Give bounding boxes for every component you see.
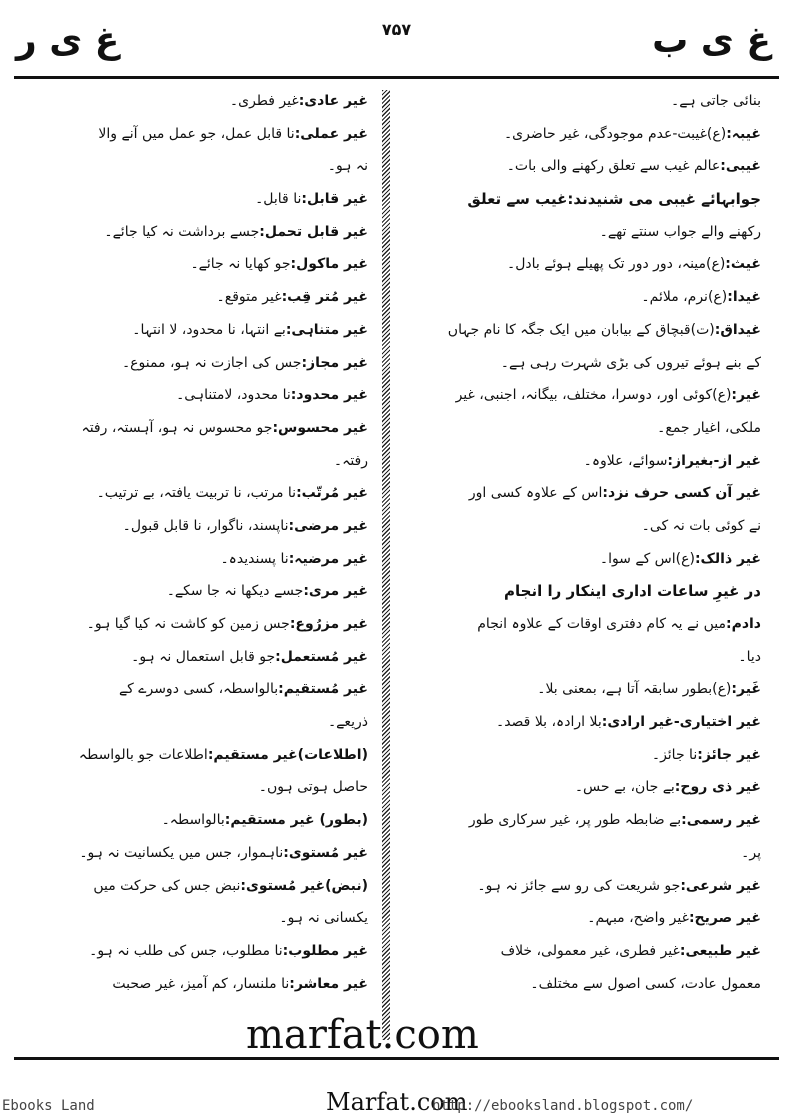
- watermark: marfat.com: [246, 1012, 479, 1058]
- dictionary-entry: [20, 543, 368, 576]
- entry-headword: در غیرِ ساعات اداری اینکار را انجام: [504, 582, 761, 601]
- entry-definition: (ت)قبچاق کے بیابان میں ایک جگہ کا نام جہاں: [447, 321, 715, 338]
- footer-url[interactable]: http://ebooksland.blogspot.com/: [432, 1098, 694, 1114]
- dictionary-entry: [20, 510, 368, 543]
- entry-definition: نا محدود، لامتناہی۔: [176, 387, 291, 404]
- entry-headword: غیر مُستقیم:: [278, 681, 368, 698]
- entry-headword: غیر از-بغیراز:: [667, 452, 761, 469]
- dictionary-entry: [20, 608, 368, 641]
- entry-headword: غیر ماکول:: [290, 256, 368, 273]
- entry-definition: ملکی، اغیار جمع۔: [657, 419, 761, 436]
- entry-definition: نا ملنسار، کم آمیز، غیر صحبت: [112, 975, 290, 992]
- entry-definition: بالواسطہ۔: [161, 812, 225, 829]
- dictionary-entry: [20, 804, 368, 837]
- dictionary-entry: [20, 216, 368, 249]
- entry-continuation: [395, 412, 761, 445]
- entry-headword: غیر:: [731, 387, 761, 404]
- entry-headword: غیر ذی روح:: [674, 779, 761, 796]
- dictionary-entry: [395, 477, 761, 510]
- entry-headword: غیر اختیاری-غیر ارادی:: [601, 714, 761, 731]
- right-column: [395, 85, 761, 1045]
- entry-continuation: [395, 837, 761, 870]
- entry-continuation: [20, 706, 368, 739]
- dictionary-entry: [395, 150, 761, 183]
- entry-headword: غیر مُستعمل:: [275, 648, 368, 665]
- entry-definition: بے انتہا، نا محدود، لا انتہا۔: [132, 321, 286, 338]
- entry-definition: دیا۔: [738, 648, 761, 665]
- dictionary-entry: [20, 870, 368, 903]
- entry-definition: بے جان، بے حس۔: [574, 779, 675, 796]
- entry-definition: کے بنے ہوئے تیروں کی بڑی شہرت رہی ہے۔: [500, 354, 761, 371]
- dictionary-entry: [395, 608, 761, 641]
- entry-headword: غیر معاشر:: [289, 975, 368, 992]
- entry-headword: غیر مزرُوع:: [289, 616, 368, 632]
- entry-definition: رفتہ۔: [333, 452, 368, 469]
- entry-continuation: [395, 85, 761, 118]
- column-divider: [382, 90, 390, 1040]
- entry-headword: غیر محسوس:: [272, 419, 368, 436]
- entry-headword: غیدا:: [727, 289, 761, 306]
- dictionary-entry: [20, 739, 368, 772]
- dictionary-entry: [20, 183, 368, 216]
- entry-headword: غیر مرضی:: [288, 517, 368, 534]
- dictionary-entry: [20, 118, 368, 151]
- entry-continuation: [20, 902, 368, 935]
- entry-definition: حاصل ہوتی ہوں۔: [258, 779, 368, 796]
- entry-continuation: [20, 445, 368, 478]
- dictionary-entry: [20, 575, 368, 608]
- dictionary-entry: [395, 673, 761, 706]
- page-number: ۷۵۷: [381, 20, 412, 39]
- dictionary-entry: [395, 445, 761, 478]
- entry-definition: نا قابل عمل، جو عمل میں آنے والا: [98, 125, 295, 142]
- entry-continuation: [395, 510, 761, 543]
- entry-definition: نا قابل۔: [255, 191, 302, 208]
- header-rule: [14, 76, 779, 79]
- entry-definition: غیر فطری، غیر معمولی، خلاف: [500, 942, 680, 959]
- entry-definition: نے کوئی بات نہ کی۔: [641, 517, 761, 534]
- entry-definition: پر۔: [741, 844, 761, 861]
- dictionary-entry: [20, 673, 368, 706]
- dictionary-entry: [20, 641, 368, 674]
- entry-definition: اطلاعات جو بالواسطہ: [78, 746, 208, 763]
- entry-headword: غیر ذالک:: [694, 550, 761, 567]
- entry-headword: (نبض)غیر مُستوی:: [240, 877, 368, 894]
- entry-definition: ذریعے۔: [327, 714, 368, 731]
- entry-definition: (ع)کوئی اور، دوسرا، مختلف، بیگانہ، اجنبی، غیر: [455, 387, 732, 404]
- dictionary-entry: [20, 412, 368, 445]
- dictionary-entry: [395, 543, 761, 576]
- entry-headword: غیر آن کسی حرف نزد:: [602, 485, 761, 502]
- entry-headword: (بطور) غیر مستقیم:: [224, 812, 368, 829]
- entry-headword: غیر جائز:: [697, 746, 761, 763]
- entry-headword: غیر قابل تحمل:: [259, 223, 368, 240]
- entry-definition: غیر متوقع۔: [216, 289, 282, 306]
- entry-headword: غیر مُرتّب:: [296, 485, 368, 502]
- dictionary-entry: [395, 935, 761, 968]
- dictionary-entry: [395, 183, 761, 216]
- entry-headword: غیر مرضیہ:: [288, 550, 368, 567]
- entry-headword: غیبہ:: [726, 125, 761, 142]
- entry-headword: غیر طبیعی:: [679, 942, 761, 959]
- footer-center-text: Marfat.com: [326, 1088, 468, 1116]
- entry-continuation: [395, 347, 761, 380]
- entry-headword: غیر مجاز:: [301, 354, 368, 371]
- entry-headword: غیر قابل:: [301, 191, 368, 208]
- entry-definition: (ع)بطور سابقہ آتا ہے، بمعنی بلا۔: [537, 681, 732, 698]
- entry-definition: (ع)اس کے سوا۔: [599, 550, 695, 567]
- dictionary-entry: [20, 85, 368, 118]
- entry-definition: جسے دیکھا نہ جا سکے۔: [166, 583, 304, 600]
- entry-definition: ناہموار، جس میں یکسانیت نہ ہو۔: [79, 844, 284, 861]
- header-letters-left: غ ی ر: [16, 20, 120, 61]
- entry-definition: جس کی اجازت نہ ہو، ممنوع۔: [121, 354, 302, 371]
- entry-definition: جو محسوس نہ ہو، آہستہ، رفتہ: [81, 419, 273, 436]
- entry-headword: غیر عادی:: [298, 93, 368, 109]
- dictionary-entry: [20, 347, 368, 380]
- entry-definition: جسے برداشت نہ کیا جائے۔: [104, 223, 260, 240]
- dictionary-entry: [395, 706, 761, 739]
- dictionary-entry: [395, 902, 761, 935]
- dictionary-entry: [395, 575, 761, 608]
- entry-definition: ناپسند، ناگوار، نا قابل قبول۔: [122, 517, 289, 534]
- dictionary-entry: [20, 935, 368, 968]
- entry-headword: غیر صریح:: [688, 910, 761, 927]
- entry-definition: جو قابل استعمال نہ ہو۔: [131, 648, 276, 665]
- dictionary-entry: [395, 314, 761, 347]
- entry-definition: نا مرتب، نا تربیت یافتہ، بے ترتیب۔: [96, 485, 297, 502]
- entry-definition: جس زمین کو کاشت نہ کیا گیا ہو۔: [86, 616, 290, 632]
- entry-headword: غیر مطلوب:: [282, 942, 368, 959]
- entry-definition: یکسانی نہ ہو۔: [279, 910, 368, 927]
- entry-continuation: [20, 771, 368, 804]
- entry-definition: (ع)غیبت-عدم موجودگی، غیر حاضری۔: [503, 125, 727, 142]
- entry-definition: نا مطلوب، جس کی طلب نہ ہو۔: [89, 942, 283, 959]
- entry-headword: (اطلاعات)غیر مستقیم:: [207, 746, 368, 763]
- entry-definition: میں نے یہ کام دفتری اوقات کے علاوہ انجام: [477, 616, 726, 632]
- entry-continuation: [20, 150, 368, 183]
- dictionary-entry: [395, 739, 761, 772]
- entry-headword: غیر مُتر قِب:: [281, 289, 368, 306]
- entry-headword: غیر عملی:: [294, 125, 368, 142]
- dictionary-entry: [20, 314, 368, 347]
- entry-headword: غیث:: [725, 256, 761, 273]
- entry-definition: اس کے علاوہ کسی اور: [468, 485, 603, 502]
- entry-definition: نبض جس کی حرکت میں: [93, 877, 241, 894]
- entry-headword: دادم:: [725, 616, 761, 632]
- entry-definition: (ع)نرم، ملائم۔: [641, 289, 728, 306]
- entry-definition: غیر فطری۔: [229, 93, 299, 109]
- entry-continuation: [395, 968, 761, 1001]
- entry-headword: غَیر:: [731, 681, 761, 698]
- entry-definition: (ع)مینہ، دور دور تک پھیلے ہوئے بادل۔: [506, 256, 726, 273]
- footer-left-text: Ebooks Land: [2, 1098, 95, 1114]
- dictionary-entry: [20, 477, 368, 510]
- dictionary-entry: [395, 870, 761, 903]
- entry-definition: غیب سے تعلق: [467, 190, 568, 209]
- entry-definition: جو شریعت کی رو سے جائز نہ ہو۔: [477, 877, 681, 894]
- entry-definition: عالم غیب سے تعلق رکھنے والی بات۔: [506, 158, 721, 175]
- dictionary-entry: [20, 248, 368, 281]
- dictionary-entry: [395, 804, 761, 837]
- dictionary-entry: [20, 968, 368, 1001]
- dictionary-entry: [20, 281, 368, 314]
- entry-definition: رکھنے والے جواب سنتے تھے۔: [599, 223, 761, 240]
- entry-continuation: [395, 641, 761, 674]
- entry-headword: جوابہائے غیبی می شنیدند:: [567, 190, 761, 209]
- entry-headword: غیر مُستوی:: [283, 844, 368, 861]
- dictionary-entry: [20, 837, 368, 870]
- entry-definition: جو کھایا نہ جائے۔: [190, 256, 291, 273]
- dictionary-entry: [395, 248, 761, 281]
- dictionary-entry: [395, 118, 761, 151]
- entry-continuation: [395, 216, 761, 249]
- entry-definition: بالواسطہ، کسی دوسرے کے: [118, 681, 279, 698]
- entry-headword: غیر متناہی:: [285, 321, 368, 338]
- entry-definition: معمول عادت، کسی اصول سے مختلف۔: [530, 975, 761, 992]
- dictionary-entry: [20, 379, 368, 412]
- left-column: [20, 85, 368, 1045]
- header-letters-right: غ ی ب: [652, 20, 771, 61]
- entry-headword: غیداق:: [714, 321, 761, 338]
- entry-definition: سوائے، علاوہ۔: [583, 452, 668, 469]
- entry-headword: غیر شرعی:: [680, 877, 761, 894]
- dictionary-entry: [395, 281, 761, 314]
- entry-definition: بلا ارادہ، بلا قصد۔: [495, 714, 602, 731]
- entry-definition: غیر واضح، مبہم۔: [587, 910, 689, 927]
- entry-headword: غیبی:: [720, 158, 761, 175]
- entry-definition: نہ ہو۔: [327, 158, 368, 175]
- dictionary-entry: [395, 771, 761, 804]
- entry-definition: بے ضابطہ طور پر، غیر سرکاری طور: [468, 812, 682, 829]
- entry-definition: نا پسندیدہ۔: [220, 550, 289, 567]
- entry-definition: بنائی جاتی ہے۔: [671, 93, 761, 109]
- dictionary-entry: [395, 379, 761, 412]
- entry-headword: غیر رسمی:: [681, 812, 761, 829]
- entry-headword: غیر مری:: [303, 583, 368, 600]
- entry-headword: غیر محدود:: [290, 387, 368, 404]
- entry-definition: نا جائز۔: [651, 746, 698, 763]
